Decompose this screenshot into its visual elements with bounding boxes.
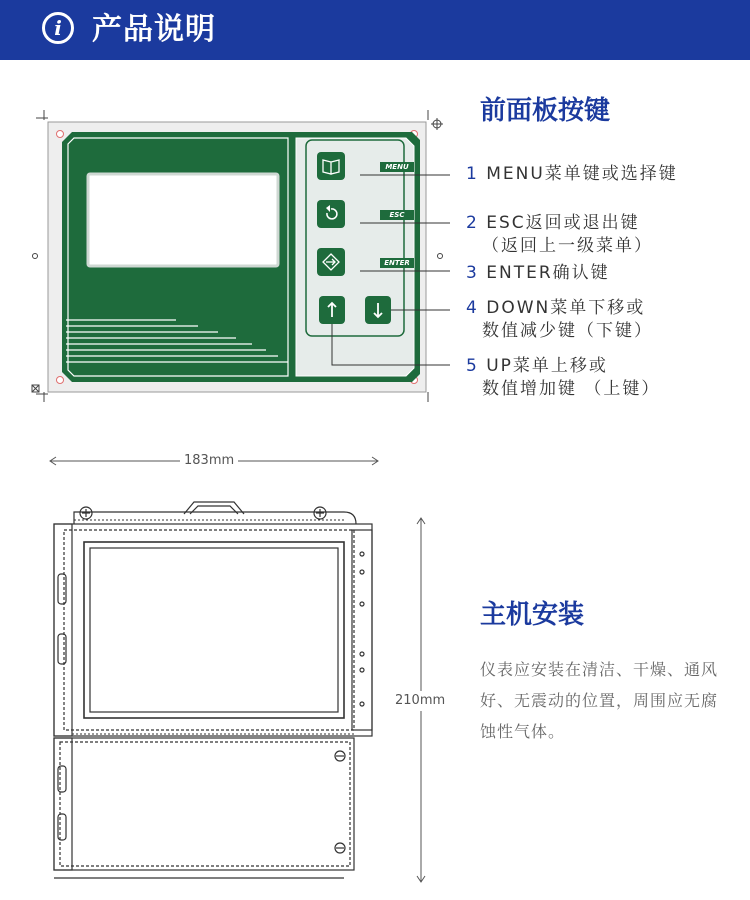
- callout-text: UP菜单上移或: [486, 356, 608, 376]
- width-dimension-label: 183mm: [180, 453, 238, 469]
- front-panel-drawing: [30, 104, 450, 406]
- callout-enter: [466, 262, 610, 285]
- callout-number: 4: [466, 298, 479, 318]
- callout-text-line2: （返回上一级菜单）: [482, 236, 653, 256]
- callout-up: [466, 355, 660, 401]
- header-bar: [0, 0, 750, 60]
- front-panel-title: 前面板按键: [480, 96, 611, 126]
- header-title: 产品说明: [92, 12, 216, 47]
- callout-down: [466, 297, 653, 343]
- callout-text: MENU菜单键或选择键: [486, 164, 678, 184]
- menu-key-label: MENU: [380, 162, 414, 172]
- install-title: 主机安装: [480, 600, 585, 630]
- callout-text: ENTER确认键: [486, 263, 610, 283]
- callout-esc: [466, 212, 653, 258]
- callout-menu: [466, 163, 678, 186]
- enter-key-label: ENTER: [380, 258, 414, 268]
- callout-number: 1: [466, 164, 479, 184]
- install-description: 仪表应安装在清洁、干燥、通风好、无震动的位置，周围应无腐蚀性气体。: [480, 660, 719, 741]
- callout-text: ESC返回或退出键: [486, 213, 640, 233]
- callout-number: 3: [466, 263, 479, 283]
- front-panel-svg: [30, 104, 450, 406]
- mounting-drawing: [34, 494, 374, 884]
- info-icon: i: [42, 12, 74, 44]
- callout-text-line2: 数值减少键（下键）: [482, 321, 653, 341]
- callout-number: 5: [466, 356, 479, 376]
- callout-number: 2: [466, 213, 479, 233]
- height-dimension-label: 210mm: [395, 691, 445, 711]
- esc-key-label: ESC: [380, 210, 414, 220]
- callout-text-line2: 数值增加键 （上键）: [482, 379, 661, 399]
- callout-text: DOWN菜单下移或: [486, 298, 646, 318]
